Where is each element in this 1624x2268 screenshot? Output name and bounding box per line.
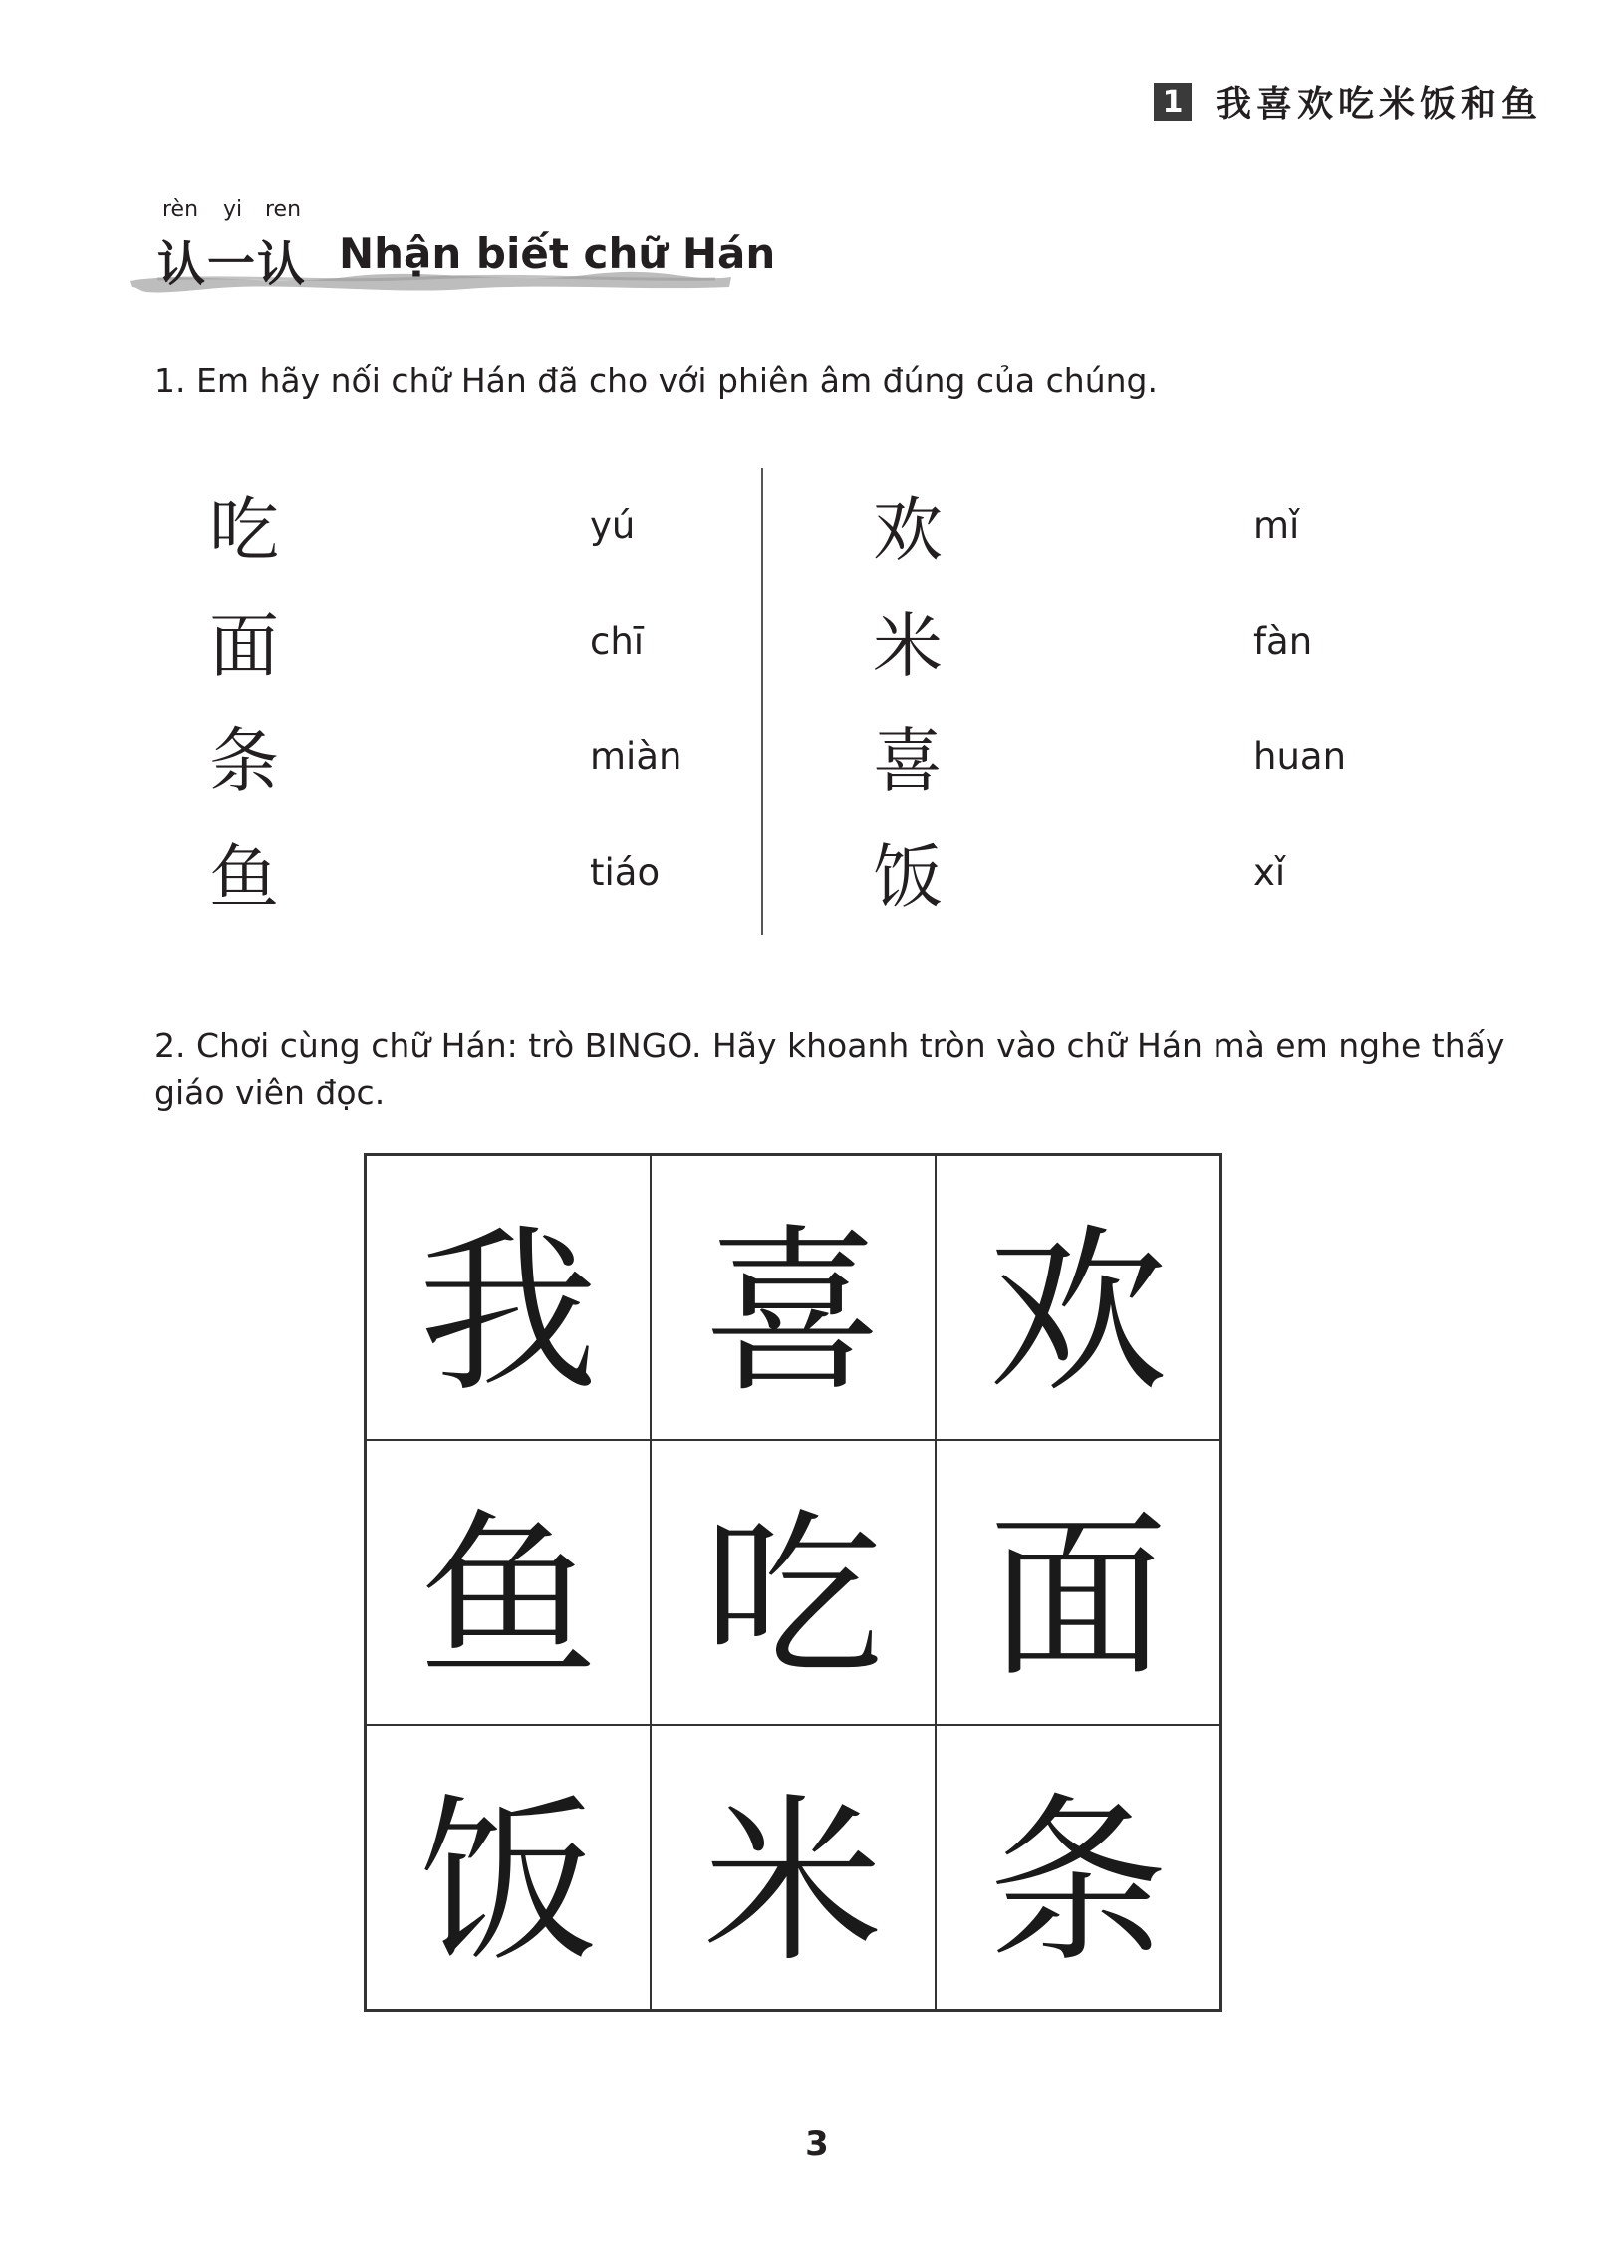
- match-pinyin-right[interactable]: fàn: [1253, 620, 1313, 663]
- exercise1-instruction: 1. Em hãy nối chữ Hán đã cho với phiên âm đúng của chúng.: [154, 361, 1158, 400]
- bingo-cell[interactable]: 面: [936, 1440, 1220, 1725]
- bingo-cell[interactable]: 欢: [936, 1155, 1220, 1440]
- match-pinyin-right[interactable]: xǐ: [1253, 851, 1286, 894]
- bingo-cell[interactable]: 我: [366, 1155, 651, 1440]
- bingo-cell[interactable]: 饭: [366, 1725, 651, 2010]
- match-char-right[interactable]: 欢: [873, 489, 943, 571]
- match-char-left[interactable]: 吃: [209, 489, 279, 571]
- column-divider: [761, 468, 763, 935]
- bingo-cell[interactable]: 米: [651, 1725, 936, 2010]
- match-pinyin-left[interactable]: miàn: [590, 735, 682, 778]
- match-pinyin-left[interactable]: chī: [590, 620, 645, 663]
- pinyin-yi: yi: [223, 197, 243, 222]
- section-title-chinese: 认一认: [157, 236, 308, 292]
- bingo-cell[interactable]: 喜: [651, 1155, 936, 1440]
- bingo-cell[interactable]: 吃: [651, 1440, 936, 1725]
- match-char-right[interactable]: 喜: [873, 720, 943, 802]
- exercise2-instruction-line1: 2. Chơi cùng chữ Hán: trò BINGO. Hãy khoanh tròn vào chữ Hán mà em nghe thấy: [154, 1026, 1505, 1065]
- pinyin-ren-2: ren: [265, 197, 302, 222]
- pinyin-ren-1: rèn: [162, 197, 199, 222]
- section-title-vietnamese: Nhận biết chữ Hán: [339, 229, 776, 278]
- bingo-grid: [364, 1153, 1222, 2012]
- match-char-left[interactable]: 条: [209, 720, 279, 802]
- match-char-left[interactable]: 鱼: [209, 836, 279, 918]
- lesson-number-badge: 1: [1154, 83, 1192, 121]
- bingo-cell[interactable]: 鱼: [366, 1440, 651, 1725]
- exercise2-instruction-line2: giáo viên đọc.: [154, 1073, 386, 1112]
- bingo-cell[interactable]: 条: [936, 1725, 1220, 2010]
- match-pinyin-left[interactable]: yú: [590, 504, 636, 547]
- match-pinyin-left[interactable]: tiáo: [590, 851, 661, 894]
- page-number: 3: [805, 2125, 829, 2164]
- match-pinyin-right[interactable]: mǐ: [1253, 504, 1300, 547]
- lesson-title: 我喜欢吃米饭和鱼: [1216, 84, 1543, 125]
- match-char-right[interactable]: 饭: [873, 836, 943, 918]
- match-char-left[interactable]: 面: [209, 605, 279, 687]
- match-pinyin-right[interactable]: huan: [1253, 735, 1347, 778]
- match-char-right[interactable]: 米: [873, 605, 943, 687]
